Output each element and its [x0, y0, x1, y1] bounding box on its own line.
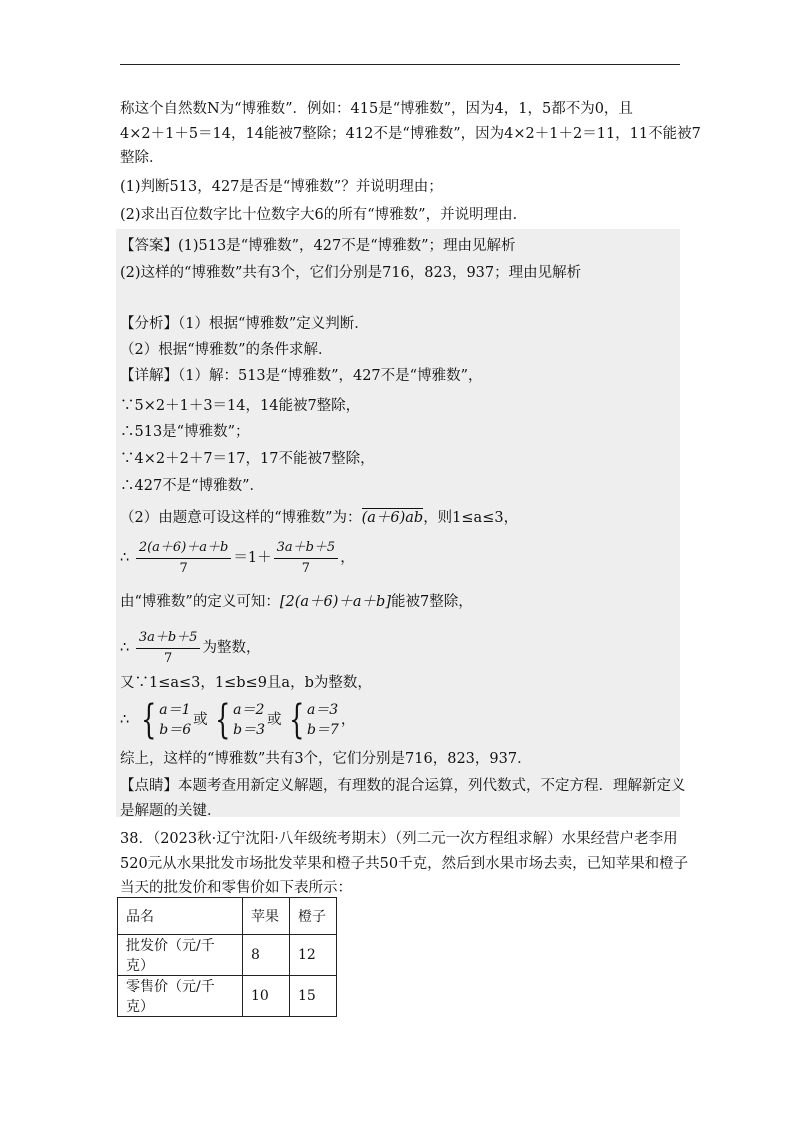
table-cell: 15 — [290, 976, 337, 1017]
fraction-right — [274, 540, 339, 577]
detail-line-12: 综上，这样的“博雅数”共有3个，它们分别是716，823，937． — [120, 751, 532, 767]
detail-line-8 — [120, 592, 473, 612]
equation-end: ， — [340, 550, 355, 566]
fraction-integer-denominator: 7 — [164, 650, 173, 666]
comment-line-2: 是解题的关键． — [120, 803, 222, 819]
problem-text-line-2: 4×2＋1＋5＝14，14能被7整除；412不是“博雅数”，因为4×2＋1＋2＝11，11不能被7 — [120, 126, 701, 142]
equation-middle: ＝1＋ — [233, 550, 272, 566]
question-1: (1)判断513，427是否是“博雅数”？并说明理由； — [120, 179, 443, 195]
table-cell: 零售价（元/千克） — [118, 976, 243, 1017]
table-cell: 8 — [243, 935, 290, 976]
bracket-expression: [2(a＋6)＋a＋b] — [279, 594, 391, 610]
problem-38-line-1: 38．（2023秋·辽宁沈阳·八年级统考期末）（列二元一次方程组求解）水果经营户老李用 — [120, 831, 678, 847]
analysis-line-1: 【分析】（1）根据“博雅数”定义判断． — [120, 316, 369, 332]
problem-38-line-3: 当天的批发价和零售价如下表所示： — [120, 880, 352, 896]
table-cell: 批发价（元/千克） — [118, 935, 243, 976]
system-2-a: a＝2 — [233, 702, 265, 718]
integer-fraction-line — [120, 626, 260, 670]
detail-line-3: ∴513是“博雅数”； — [120, 424, 250, 440]
system-1-b: b＝6 — [159, 722, 192, 738]
equation-systems — [120, 697, 355, 743]
therefore-symbol-3: ∴ — [120, 712, 130, 728]
detail-line-6-suffix: ，则1≤a≤3， — [423, 510, 519, 526]
fraction-integer-numerator: 3a＋b＋5 — [136, 630, 201, 649]
fraction-integer — [136, 630, 201, 667]
table-cell: 10 — [243, 976, 290, 1017]
system-2 — [210, 697, 265, 743]
fraction-equation — [120, 536, 355, 580]
fraction-left — [136, 540, 232, 577]
integer-fraction-suffix: 为整数， — [202, 640, 261, 656]
table-header-cell: 橙子 — [290, 898, 337, 935]
system-3 — [284, 697, 339, 743]
table-row — [118, 976, 337, 1017]
system-1 — [136, 697, 192, 743]
table-row — [118, 935, 337, 976]
or-word-2: 或 — [267, 712, 282, 728]
header-rule — [120, 64, 680, 65]
detail-line-6 — [120, 508, 518, 528]
answer-line-2: (2)这样的“博雅数”共有3个，它们分别是716，823，937；理由见解析 — [120, 265, 582, 281]
system-3-a: a＝3 — [306, 702, 339, 718]
therefore-symbol: ∴ — [120, 550, 130, 566]
fraction-right-denominator: 7 — [301, 560, 311, 576]
fraction-left-numerator: 2(a＋6)＋a＋b — [136, 540, 232, 559]
answer-line-1: 【答案】(1)513是“博雅数”，427不是“博雅数”；理由见解析 — [120, 238, 516, 254]
systems-end: ， — [340, 712, 356, 728]
detail-line-1: 【详解】（1）解：513是“博雅数”，427不是“博雅数”， — [120, 368, 483, 384]
detail-line-2: ∵5×2＋1＋3＝14，14能被7整除， — [120, 398, 361, 414]
fraction-left-denominator: 7 — [179, 560, 188, 576]
question-2: (2)求出百位数字比十位数字大6的所有“博雅数”，并说明理由． — [120, 207, 528, 223]
system-2-b: b＝3 — [233, 722, 265, 738]
detail-line-4: ∵4×2＋2＋7＝17，17不能被7整除， — [120, 451, 375, 467]
overline-number: (a＋6)ab — [361, 510, 424, 526]
system-3-b: b＝7 — [306, 722, 339, 738]
detail-line-6-prefix: （2）由题意可设这样的“博雅数”为： — [120, 510, 362, 526]
price-table — [117, 897, 337, 1017]
comment-line-1: 【点睛】本题考查用新定义解题，有理数的混合运算，列代数式，不定方程．理解新定义 — [120, 778, 686, 794]
detail-line-8-suffix: 能被7整除， — [390, 594, 473, 610]
detail-line-5: ∴427不是“博雅数”． — [120, 478, 265, 494]
detail-line-10: 又∵1≤a≤3，1≤b≤9且a，b为整数， — [120, 675, 372, 691]
fraction-right-numerator: 3a＋b＋5 — [274, 540, 339, 559]
table-header-cell: 苹果 — [243, 898, 290, 935]
brace-glyph-3: { — [288, 697, 304, 743]
table-header-cell: 品名 — [118, 898, 243, 935]
table-cell: 12 — [290, 935, 337, 976]
problem-text-line-3: 整除． — [120, 150, 164, 166]
therefore-symbol-2: ∴ — [120, 640, 130, 656]
brace-glyph-1: { — [140, 697, 157, 743]
brace-glyph-2: { — [214, 697, 231, 743]
table-header-row — [118, 898, 337, 935]
problem-38-line-2: 520元从水果批发市场批发苹果和橙子共50千克，然后到水果市场去卖，已知苹果和橙子 — [120, 856, 689, 872]
problem-text-line-1: 称这个自然数N为“博雅数”．例如：415是“博雅数”，因为4，1，5都不为0，且 — [120, 101, 633, 117]
or-word-1: 或 — [193, 712, 208, 728]
analysis-line-2: （2）根据“博雅数”的条件求解． — [120, 342, 333, 358]
system-1-a: a＝1 — [159, 702, 191, 718]
detail-line-8-prefix: 由“博雅数”的定义可知： — [120, 594, 280, 610]
